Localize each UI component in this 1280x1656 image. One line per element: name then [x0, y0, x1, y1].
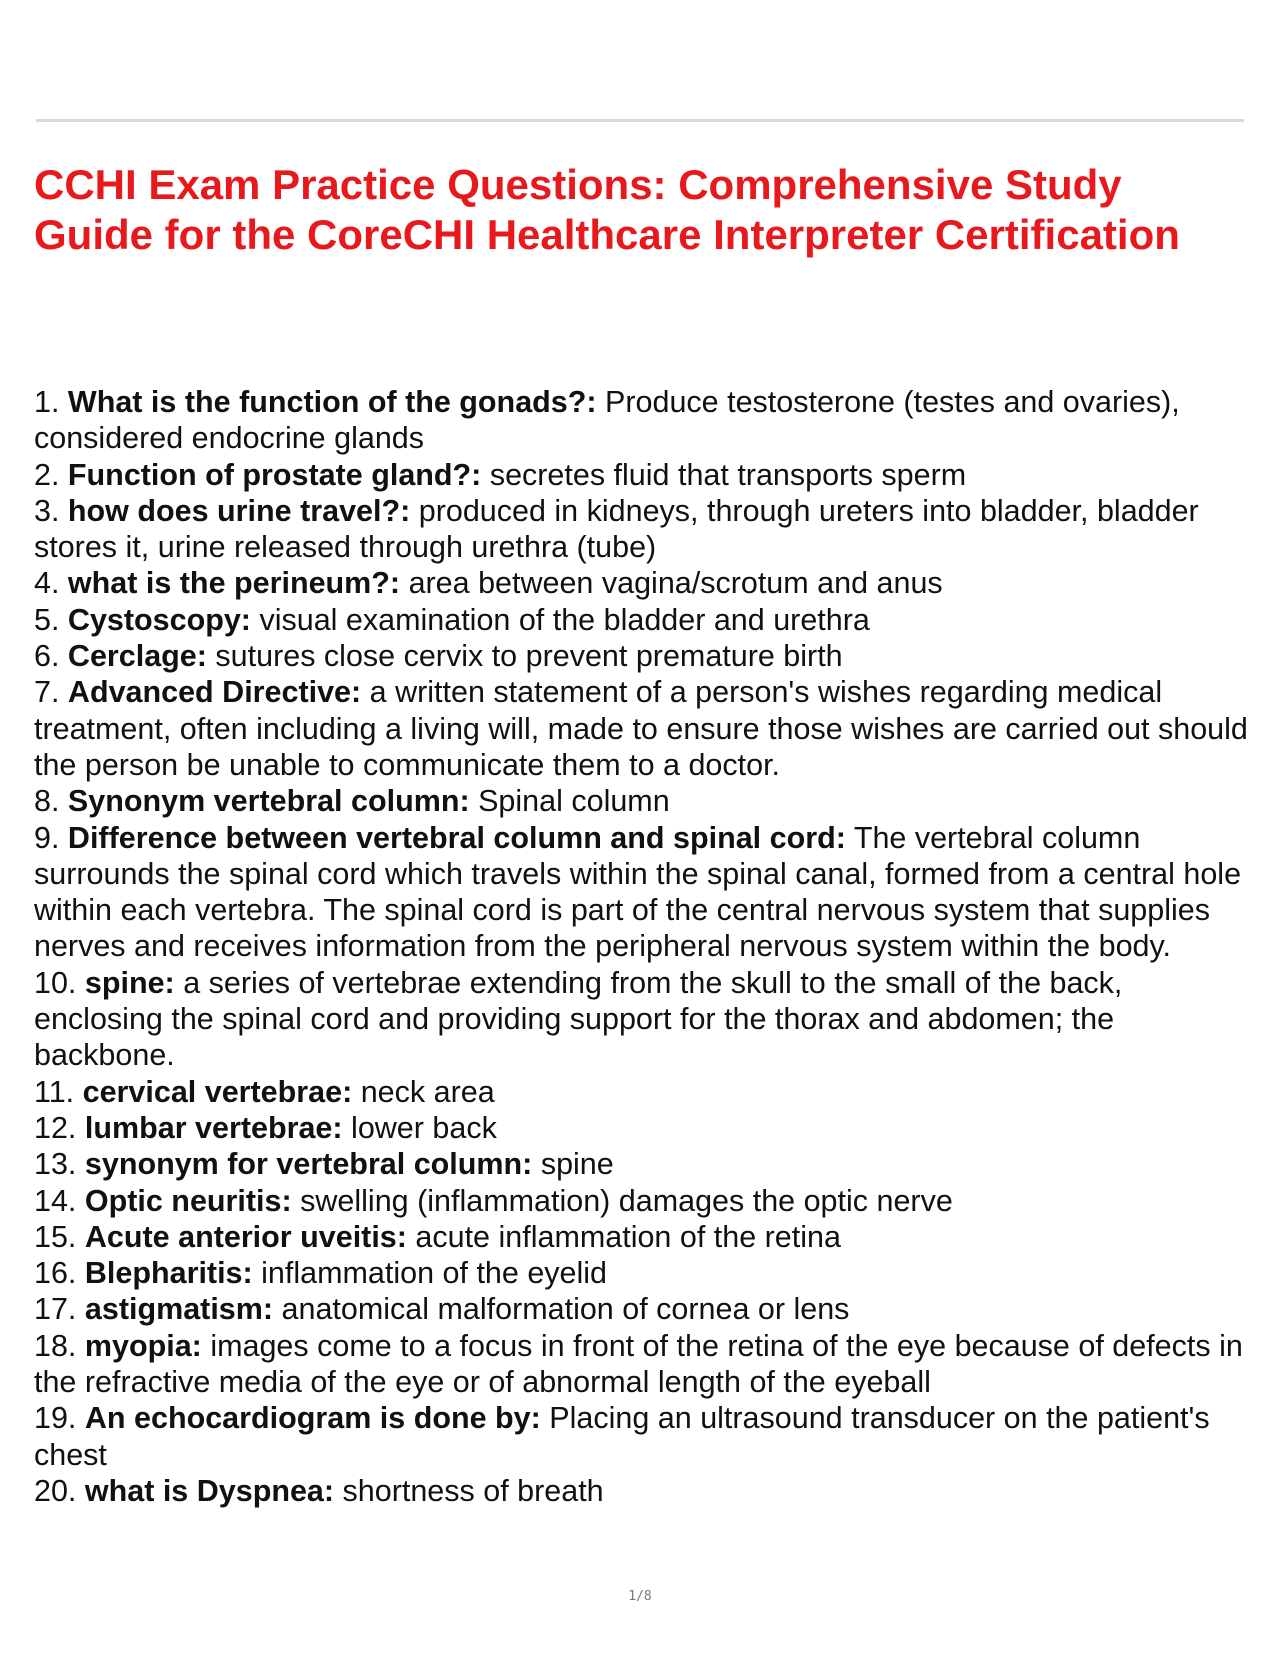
question-term: Optic neuritis: — [84, 1183, 292, 1218]
question-number: 20. — [34, 1473, 77, 1508]
question-number: 11. — [34, 1074, 75, 1109]
answer-text: Produce testosterone (testes and ovaries), considered endocrine glands — [34, 385, 1180, 456]
answer-text: lower back — [351, 1110, 497, 1145]
question-term: Blepharitis: — [84, 1256, 253, 1291]
question-item — [34, 965, 1252, 1074]
question-term: Cerclage: — [67, 639, 207, 674]
question-item — [34, 1473, 1252, 1509]
question-item — [34, 565, 1252, 601]
answer-text: swelling (inflammation) damages the optic nerve — [300, 1183, 953, 1218]
question-item — [34, 820, 1252, 965]
question-term: What is the function of the gonads?: — [67, 385, 597, 419]
question-item — [34, 1219, 1252, 1255]
question-number: 15. — [34, 1219, 77, 1254]
question-item — [34, 1074, 1252, 1110]
question-list — [34, 384, 1252, 1509]
question-item — [34, 457, 1252, 493]
answer-text: secretes fluid that transports sperm — [489, 457, 967, 492]
question-number: 17. — [34, 1292, 77, 1327]
answer-text: visual examination of the bladder and urethra — [259, 602, 870, 637]
question-term: astigmatism: — [84, 1292, 274, 1327]
question-item — [34, 1255, 1252, 1291]
question-item — [34, 1110, 1252, 1146]
question-item — [34, 1146, 1252, 1182]
question-term: Advanced Directive: — [67, 675, 362, 710]
question-item — [34, 638, 1252, 674]
question-number: 10. — [34, 965, 77, 1000]
answer-text: inflammation of the eyelid — [261, 1256, 608, 1291]
question-term: myopia: — [84, 1328, 202, 1363]
question-term: Function of prostate gland?: — [67, 457, 482, 492]
answer-text: The vertebral column surrounds the spinal cord which travels within the spinal canal, formed from a central hole within each vertebra. The spinal cord is part of the central nervous system that supplies nerves and receives information from the peripheral nervous system within the body. — [34, 820, 1242, 964]
answer-text: Placing an ultrasound transducer on the patient's chest — [34, 1401, 1210, 1472]
question-number: 12. — [34, 1110, 77, 1145]
question-term: how does urine travel?: — [67, 493, 411, 528]
question-term: An echocardiogram is done by: — [84, 1401, 541, 1436]
answer-text: sutures close cervix to prevent premature birth — [215, 639, 843, 674]
question-number: 4. — [34, 566, 60, 601]
answer-text: area between vagina/scrotum and anus — [408, 566, 943, 601]
question-number: 14. — [34, 1183, 77, 1218]
question-number: 19. — [34, 1401, 77, 1436]
question-number: 18. — [34, 1328, 77, 1363]
question-item — [34, 783, 1252, 819]
question-term: Synonym vertebral column: — [67, 784, 470, 819]
question-term: what is the perineum?: — [67, 566, 401, 601]
answer-text: a written statement of a person's wishes regarding medical treatment, often including a living will, made to ensure those wishes are carried out should the person be unable to communicate them to a doctor. — [34, 675, 1248, 782]
header-divider — [36, 119, 1244, 122]
answer-text: a series of vertebrae extending from the skull to the small of the back, enclosing the spinal cord and providing support for the thorax and abdomen; the backbone. — [34, 965, 1123, 1073]
question-number: 1. — [34, 385, 60, 419]
question-item — [34, 674, 1252, 783]
answer-text: shortness of breath — [342, 1473, 604, 1508]
question-number: 6. — [34, 639, 60, 674]
answer-text: neck area — [360, 1074, 495, 1109]
question-item — [34, 602, 1252, 638]
question-term: Acute anterior uveitis: — [84, 1219, 407, 1254]
question-number: 13. — [34, 1147, 77, 1182]
question-number: 16. — [34, 1256, 77, 1291]
question-term: synonym for vertebral column: — [84, 1147, 533, 1182]
answer-text: Spinal column — [478, 784, 670, 819]
question-number: 5. — [34, 602, 60, 637]
question-item — [34, 1400, 1252, 1473]
question-item — [34, 1328, 1252, 1401]
answer-text: produced in kidneys, through ureters into bladder, bladder stores it, urine released through urethra (tube) — [34, 493, 1199, 565]
question-term: what is Dyspnea: — [84, 1473, 335, 1508]
question-item — [34, 384, 1252, 457]
page-number: 1/8 — [628, 1589, 652, 1604]
question-number: 9. — [34, 820, 60, 855]
question-item — [34, 1291, 1252, 1327]
question-number: 7. — [34, 675, 60, 710]
question-number: 8. — [34, 784, 60, 819]
question-term: spine: — [84, 965, 175, 1000]
question-term: lumbar vertebrae: — [84, 1110, 343, 1145]
question-term: Difference between vertebral column and spinal cord: — [67, 820, 846, 855]
question-term: cervical vertebrae: — [82, 1074, 353, 1109]
document-title: CCHI Exam Practice Questions: Comprehensive Study Guide for the CoreCHI Healthcare Interpreter Certification — [34, 161, 1180, 258]
answer-text: anatomical malformation of cornea or lens — [281, 1292, 850, 1327]
answer-text: acute inflammation of the retina — [415, 1219, 841, 1254]
question-number: 3. — [34, 493, 60, 528]
question-term: Cystoscopy: — [67, 602, 251, 637]
answer-text: spine — [540, 1147, 614, 1182]
answer-text: images come to a focus in front of the retina of the eye because of defects in the refractive media of the eye or of abnormal length of the eyeball — [34, 1328, 1243, 1400]
question-number: 2. — [34, 457, 60, 492]
question-item — [34, 493, 1252, 566]
question-item — [34, 1183, 1252, 1219]
